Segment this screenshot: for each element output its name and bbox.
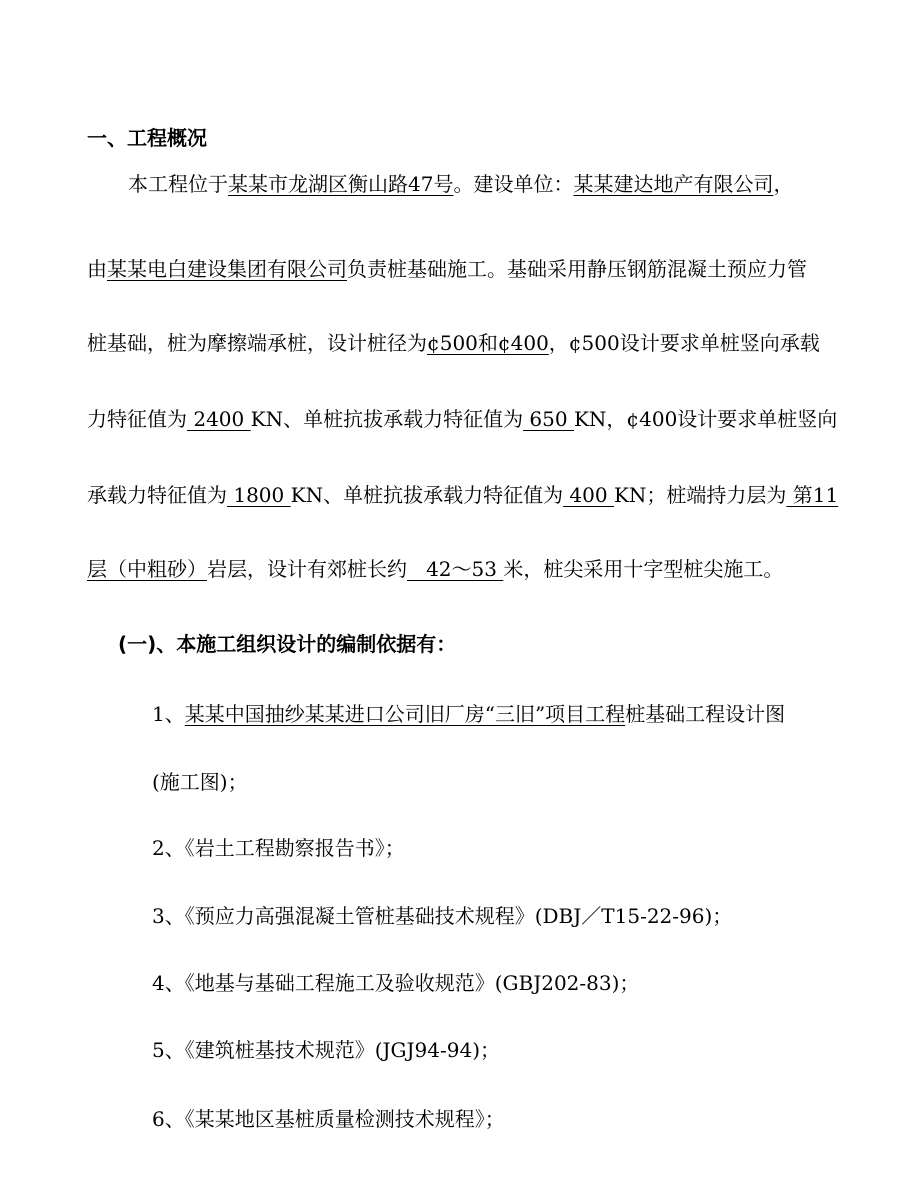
basis-item-5: 5、《建筑桩基技术规范》(JGJ94-94)； (152, 1038, 500, 1062)
text-segment: KN、单桩抗拔承载力特征值为 (250, 407, 524, 431)
text-segment: 米，桩尖采用十字型桩尖施工。 (503, 557, 784, 581)
bearing-layer: 第11 (786, 483, 839, 507)
text-segment: KN，¢400设计要求单桩竖向 (573, 407, 838, 431)
bearing-layer-cont: 层（中粗砂） (87, 557, 207, 581)
text-segment: 承载力特征值为 (87, 483, 227, 507)
text-segment: 本工程位于 (128, 172, 228, 196)
pile-length: 42～53 (407, 557, 504, 581)
text-segment: 1、 (152, 702, 185, 726)
paragraph-line-2 (87, 249, 920, 289)
project-name: 某某中国抽纱某某进口公司旧厂房“三旧”项目工程 (184, 702, 626, 726)
project-address: 某某市龙湖区衡山路47号 (228, 172, 454, 196)
paragraph-line-3 (87, 323, 920, 363)
pile-diameter: ¢500和¢400 (427, 331, 549, 355)
value-2400: 2400 (187, 407, 251, 431)
text-segment: 负责桩基础施工。基础采用静压钢筋混凝土预应力管 (347, 257, 807, 281)
paragraph-line-6 (87, 549, 920, 589)
basis-item-2: 2、《岩土工程勘察报告书》； (152, 836, 405, 860)
basis-item-4: 4、《地基与基础工程施工及验收规范》(GBJ202-83)； (152, 971, 640, 995)
text-segment: 桩基础，桩为摩擦端承桩，设计桩径为 (87, 331, 427, 355)
text-segment: 力特征值为 (87, 407, 187, 431)
text-segment: 岩层，设计有郊桩长约 (207, 557, 407, 581)
basis-item-6: 6、《某某地区基桩质量检测技术规程》； (152, 1107, 505, 1131)
value-1800: 1800 (227, 483, 291, 507)
text-segment: 桩基础工程设计图 (625, 702, 786, 726)
text-segment: 。建设单位： (453, 172, 574, 196)
text-segment: ，¢500设计要求单桩竖向承载 (548, 331, 820, 355)
text-segment: KN、单桩抗拔承载力特征值为 (290, 483, 564, 507)
basis-item-3: 3、《预应力高强混凝土管桩基础技术规程》(DBJ／T15-22-96)； (152, 904, 733, 928)
subsection-heading-basis: (一)、本施工组织设计的编制依据有： (118, 632, 457, 656)
construction-unit: 某某建达地产有限公司 (573, 172, 774, 196)
section-heading-overview: 一、工程概况 (87, 126, 207, 150)
paragraph-line-5 (87, 475, 920, 515)
paragraph-line-4 (87, 399, 920, 439)
text-segment: 由 (87, 257, 107, 281)
pile-contractor: 某某电白建设集团有限公司 (107, 257, 347, 281)
value-650: 650 (523, 407, 574, 431)
basis-item-1 (152, 694, 920, 734)
text-segment: KN；桩端持力层为 (613, 483, 787, 507)
value-400: 400 (563, 483, 614, 507)
basis-item-1-cont: (施工图)； (152, 770, 248, 794)
text-segment: ， (773, 172, 794, 196)
paragraph-line-1 (128, 164, 920, 204)
